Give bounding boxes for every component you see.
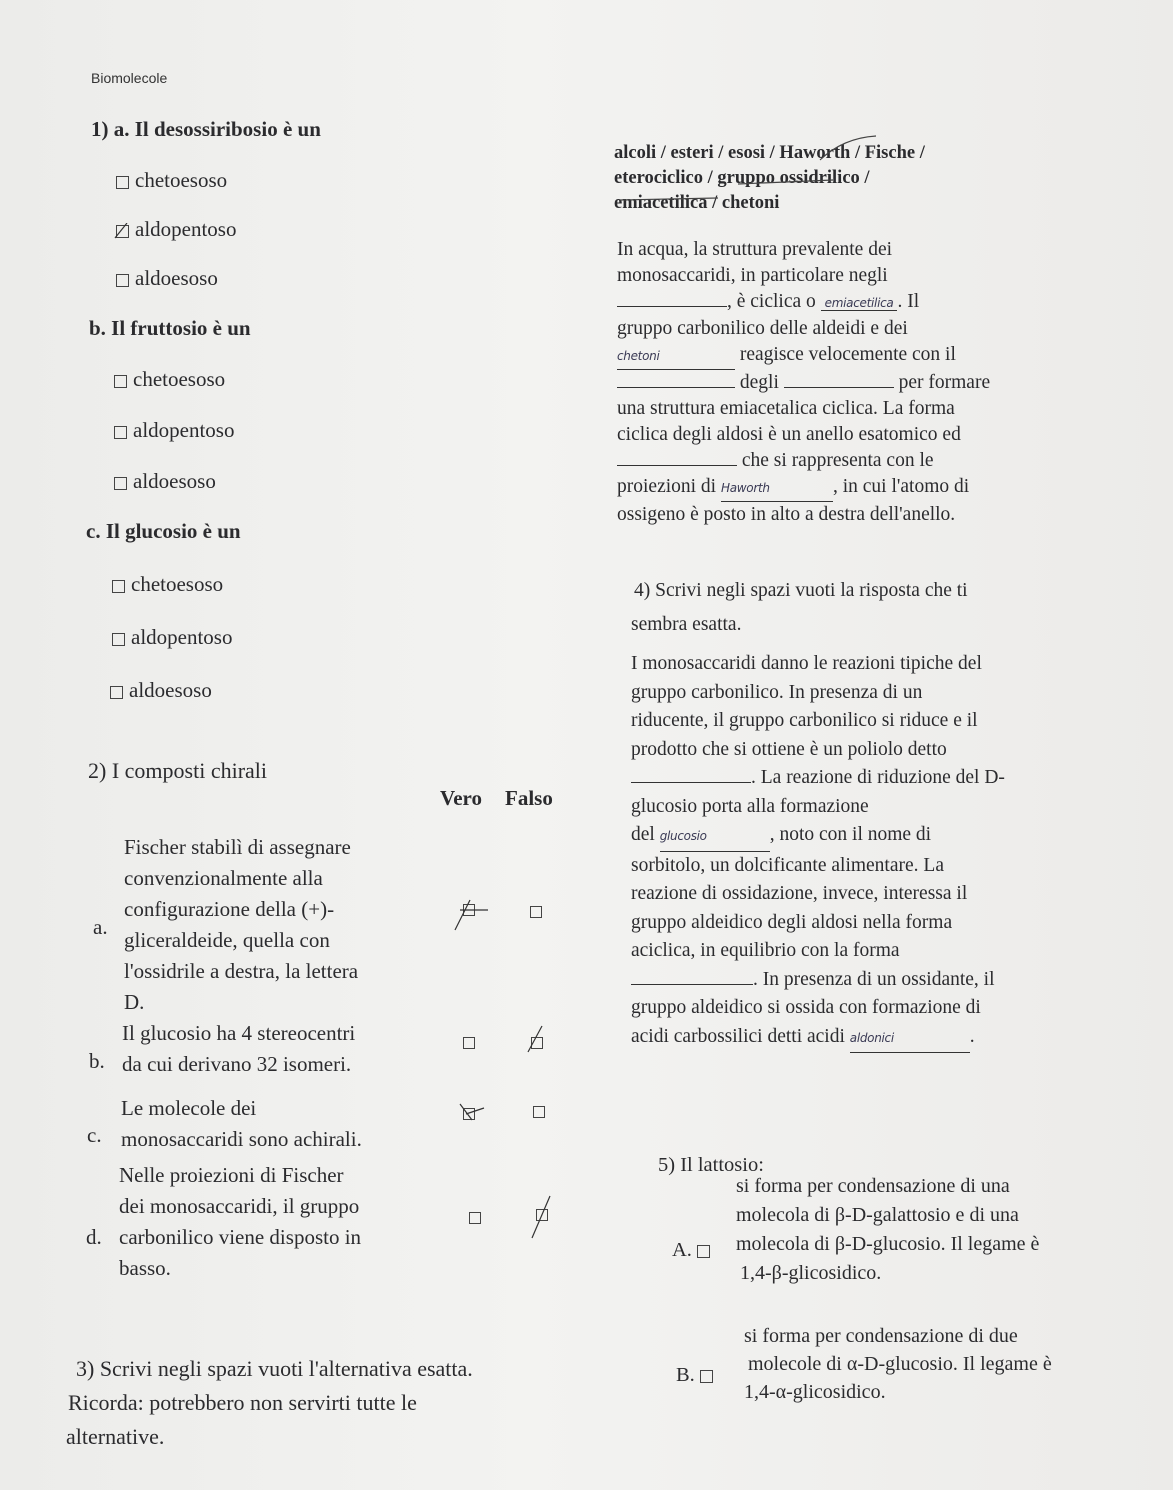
strike-mark-icon <box>818 134 878 164</box>
q4-text-block: I monosaccaridi danno le reazioni tipiche del gruppo carbonilico. In presenza di un riducente, il gruppo carbonilico si riduce e il prodotto che si ottiene è un poliolo detto . La reazione di riduzione del D- glucosio porta alla formazione del glucosio , noto con il nome di sorbitolo, un dolcificante alimentare. La reazione di ossidazione, invece, interessa il gruppo aldeidico degli aldosi nella forma aciclica, in equilibrio con la forma . In presenza di un ossidante, il gruppo aldeidico si ossida con formazione di acidi carbossilici detti acidi aldonici . <box>631 650 1005 1053</box>
answer-glucosio[interactable]: glucosio <box>660 822 770 852</box>
check-mark-icon <box>114 223 128 239</box>
checkbox[interactable] <box>112 633 125 646</box>
checkbox[interactable] <box>110 686 123 699</box>
tick-mark-icon <box>528 1194 554 1240</box>
q2-b-vero-box[interactable] <box>463 1037 475 1049</box>
q3-title: 3) Scrivi negli spazi vuoti l'alternativa esatta. Ricorda: potrebbero non servirti tutte le alternative. <box>66 1356 473 1449</box>
q1b-option-2[interactable]: aldopentoso <box>114 418 234 443</box>
q5-option-B-text: si forma per condensazione di due molecole di α-D-glucosio. Il legame è 1,4-α-glicosidico. <box>744 1325 1052 1403</box>
q1b-option-1[interactable]: chetoesoso <box>114 367 225 392</box>
q1c-title: c. Il glucosio è un <box>86 519 241 543</box>
q5-option-A-text: si forma per condensazione di una molecola di β-D-galattosio e di una molecola di β-D-glucosio. Il legame è 1,4-β-glicosidico. <box>736 1175 1040 1284</box>
page-header: Biomolecole <box>91 70 168 86</box>
q5-option-B[interactable]: B. <box>676 1362 719 1388</box>
tick-mark-icon <box>526 1024 546 1054</box>
q2-c-falso-box[interactable] <box>533 1106 545 1118</box>
q1a-option-3[interactable]: aldoesoso <box>116 266 218 291</box>
q5-option-A[interactable]: A. <box>672 1237 716 1263</box>
q2-row-b-text: Il glucosio ha 4 stereocentri da cui derivano 32 isomeri. <box>122 1021 356 1076</box>
checkbox-checked[interactable] <box>116 225 129 238</box>
answer-emiacetilica[interactable]: emiacetilica <box>821 296 898 311</box>
q2-row-c-letter: c. <box>87 1123 102 1147</box>
q2-a-falso-box[interactable] <box>530 906 542 918</box>
q2-row-a-letter: a. <box>93 915 108 939</box>
q2-row-c-text: Le molecole dei monosaccaridi sono achirali. <box>121 1096 362 1151</box>
checkbox[interactable] <box>697 1245 710 1258</box>
checkbox[interactable] <box>114 375 127 388</box>
checkbox[interactable] <box>112 580 125 593</box>
q5-title: 5) Il lattosio: <box>658 1154 764 1176</box>
q2-d-vero-box[interactable] <box>469 1212 481 1224</box>
answer-aldonici[interactable]: aldonici <box>850 1024 970 1054</box>
q1a-option-2[interactable]: aldopentoso <box>116 217 236 242</box>
q1c-option-3[interactable]: aldoesoso <box>110 678 212 703</box>
q2-row-b-letter: b. <box>89 1049 105 1073</box>
q3-choices: alcoli / esteri / esosi / Haworth / Fische / eterociclico / gruppo ossidrilico / emiacetilica / chetoni <box>614 143 925 213</box>
q3-text-block: In acqua, la struttura prevalente dei monosaccaridi, in particolare negli , è ciclica o emiacetilica . Il gruppo carbonilico delle aldeidi e dei chetoni reagisce velocemente con il degli per formare una struttura emiacetalica ciclica. La forma ciclica degli aldosi è un anello esatomico ed che si rappresenta con le proiezioni di Haworth , in cui l'atomo di ossigeno è posto in alto a destra dell'anello. <box>617 239 991 525</box>
q2-row-d-letter: d. <box>86 1225 102 1249</box>
q1c-option-1[interactable]: chetoesoso <box>112 572 223 597</box>
checkbox[interactable] <box>700 1370 713 1383</box>
q1b-option-3[interactable]: aldoesoso <box>114 469 216 494</box>
answer-haworth[interactable]: Haworth <box>721 475 833 502</box>
q2-title: 2) I composti chirali <box>88 758 268 783</box>
col-falso: Falso <box>505 786 553 810</box>
col-vero: Vero <box>440 786 482 810</box>
checkbox[interactable] <box>114 477 127 490</box>
strike-mark-icon <box>618 176 838 206</box>
q1a-option-1[interactable]: chetoesoso <box>116 168 227 193</box>
q4-title: 4) Scrivi negli spazi vuoti la risposta che ti sembra esatta. <box>631 580 968 635</box>
q1b-title: b. Il fruttosio è un <box>89 316 251 340</box>
q1c-option-2[interactable]: aldopentoso <box>112 625 232 650</box>
checkbox[interactable] <box>116 176 129 189</box>
tick-mark-icon <box>452 896 492 932</box>
q1a-title: 1) a. Il desossiribosio è un <box>91 117 321 141</box>
answer-chetoni[interactable]: chetoni <box>617 343 735 370</box>
checkbox[interactable] <box>114 426 127 439</box>
q2-row-d-text: Nelle proiezioni di Fischer dei monosaccaridi, il gruppo carbonilico viene disposto in basso. <box>119 1163 362 1280</box>
q2-row-a-text: Fischer stabilì di assegnare convenzionalmente alla configurazione della (+)- gliceraldeide, quella con l'ossidrile a destra, la lettera D. <box>124 835 359 1014</box>
checkbox[interactable] <box>116 274 129 287</box>
tick-mark-icon <box>458 1100 488 1126</box>
